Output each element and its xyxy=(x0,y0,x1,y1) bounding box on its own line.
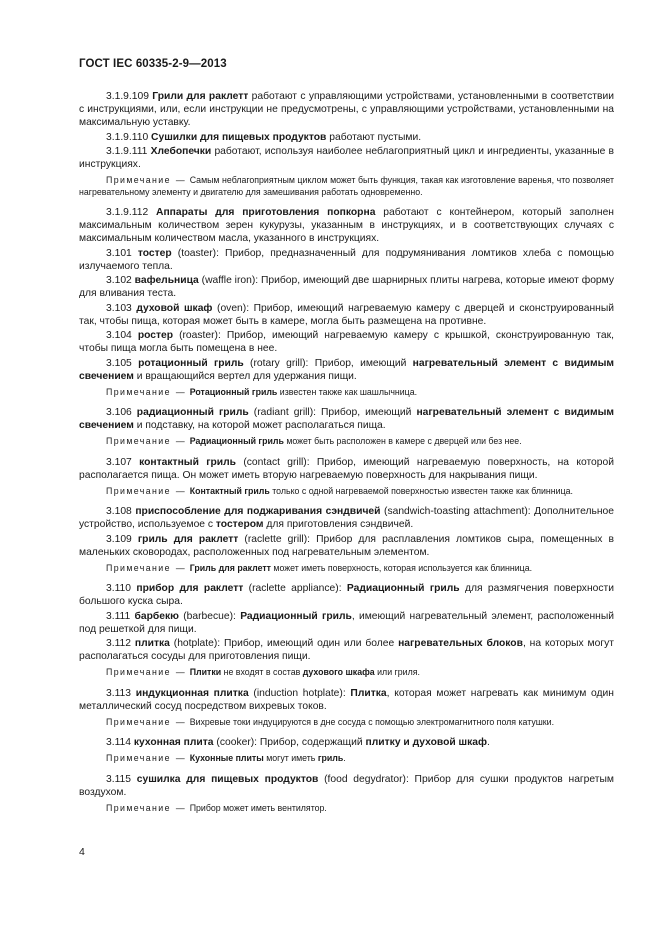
body-text: 3.105 xyxy=(106,357,139,369)
body-text: Самым неблагоприятным циклом может быть функция, такая как изготовление варенья, что позволяет нагревательному элементу и двигателю для замешивания работать одновременно. xyxy=(79,175,614,197)
term-text: радиационный гриль xyxy=(136,407,249,418)
clause-paragraph xyxy=(79,329,614,355)
body-text: 3.1.9.111 xyxy=(106,146,151,157)
term-text: Радиационный гриль xyxy=(240,610,352,622)
term-text: нагревательных блоков xyxy=(398,638,523,649)
body-text: работают пустыми. xyxy=(326,131,422,143)
term-text: Плитки xyxy=(189,667,222,677)
body-text: (induction hotplate): xyxy=(248,687,351,699)
body-text: 3.102 xyxy=(106,275,135,286)
body-text: не входят в состав xyxy=(221,667,303,677)
term-text: тостером xyxy=(215,519,264,530)
note-paragraph xyxy=(79,436,614,448)
term-text: Гриль для раклетт xyxy=(189,562,271,573)
term-text: духового шкафа xyxy=(302,667,375,677)
body-text: (barbecue): xyxy=(178,610,241,622)
body-text: 3.110 xyxy=(106,583,137,594)
term-text: ротационный гриль xyxy=(138,357,244,369)
clause-paragraph xyxy=(79,505,614,531)
note-label: Примечание xyxy=(106,386,171,397)
body-text: могут иметь xyxy=(263,753,318,763)
note-dash: — xyxy=(175,175,185,185)
body-text: может иметь поверхность, которая используется как блинница. xyxy=(270,562,533,573)
note-dash: — xyxy=(175,753,185,763)
clause-paragraph xyxy=(79,610,614,636)
body-text: (hotplate): Прибор, имеющий один или более xyxy=(169,638,399,649)
term-text: Радиационный гриль xyxy=(346,583,460,594)
clause-paragraph xyxy=(79,357,614,383)
note-dash: — xyxy=(175,802,185,813)
term-text: кухонная плита xyxy=(133,737,214,748)
body-text: 3.113 xyxy=(106,687,136,699)
note-paragraph xyxy=(79,387,614,399)
note-dash: — xyxy=(175,716,185,727)
note-paragraph xyxy=(79,175,614,198)
body-text: может быть расположен в камере с дверцей или без нее. xyxy=(283,436,522,446)
note-label: Примечание xyxy=(106,562,171,573)
term-text: Аппараты для приготовления попкорна xyxy=(156,207,376,218)
note-dash: — xyxy=(175,436,185,446)
note-dash: — xyxy=(175,485,185,496)
body-text: (radiant grill): Прибор, имеющий xyxy=(248,407,417,418)
term-text: ростер xyxy=(137,330,174,341)
body-text: (toaster): Прибор, предназначенный для подрумянивания ломтиков хлеба с помощью излучаемого тепла. xyxy=(79,247,614,272)
body-text: , на которых могут располагаться сосуды для приготовления пищи. xyxy=(79,638,614,662)
clause-paragraph xyxy=(79,533,614,559)
clause-paragraph xyxy=(79,274,614,300)
body-text: и вращающийся вертел для удержания пищи. xyxy=(133,370,357,382)
term-text: Сушилки для пищевых продуктов xyxy=(151,131,327,143)
body-text: 3.111 xyxy=(106,610,135,622)
body-text: (roaster): Прибор, имеющий нагреваемую камеру с крышкой, сконструированную так, чтобы пища могла быть помещена в нее. xyxy=(79,330,614,354)
body-text: 3.1.9.110 xyxy=(106,131,152,143)
note-paragraph xyxy=(79,717,614,729)
clause-paragraph xyxy=(79,582,614,608)
note-label: Примечание xyxy=(106,485,171,496)
body-text: , имеющий нагревательный элемент, расположенный под решеткой для пищи. xyxy=(79,610,614,635)
note-dash: — xyxy=(175,386,185,397)
note-paragraph xyxy=(79,753,614,765)
term-text: контактный гриль xyxy=(139,456,237,468)
term-text: нагревательный элемент с видимым свечением xyxy=(79,407,614,431)
body-text: (contact grill): Прибор, имеющий нагреваемую поверхность, на которой располагается пища. Он может иметь вторую нагреваемую поверхность для накрывания пищи. xyxy=(79,456,614,481)
body-text: (cooker): Прибор, содержащий xyxy=(213,737,366,748)
term-text: плитку и духовой шкаф xyxy=(365,737,488,748)
term-text: Плитка xyxy=(350,687,387,699)
clause-paragraph xyxy=(79,90,614,129)
note-label: Примечание xyxy=(106,753,171,763)
clause-paragraph xyxy=(79,687,614,713)
term-text: Грили для раклетт xyxy=(152,91,249,102)
body-text: Вихревые токи индуцируются в дне сосуда с помощью электромагнитного поля катушки. xyxy=(189,716,555,727)
body-text: 3.112 xyxy=(106,638,135,649)
term-text: тостер xyxy=(137,247,172,259)
term-text: нагревательный элемент с видимым свечением xyxy=(79,357,614,382)
body-text: (sandwich-toasting attachment): Дополнительное устройство, используемое с xyxy=(79,506,614,530)
clause-paragraph xyxy=(79,131,614,144)
note-paragraph xyxy=(79,803,614,815)
body-text: 3.106 xyxy=(106,407,137,418)
note-label: Примечание xyxy=(106,716,171,727)
term-text: индукционная плитка xyxy=(135,687,249,699)
term-text: Ротационный гриль xyxy=(189,386,278,397)
body-text: Прибор может иметь вентилятор. xyxy=(189,802,327,813)
term-text: плитка xyxy=(134,638,170,649)
body-text: (rotary grill): Прибор, имеющий xyxy=(243,357,413,369)
body-text: 3.1.9.112 xyxy=(106,207,157,218)
term-text: Хлебопечки xyxy=(150,146,212,157)
body-text: 3.107 xyxy=(106,456,140,468)
body-text: и подставку, на которой может располагаться пища. xyxy=(133,420,386,431)
body-text: (raclette appliance): xyxy=(243,583,347,594)
note-paragraph xyxy=(79,667,614,679)
note-paragraph xyxy=(79,486,614,498)
term-text: приспособление для поджаривания сэндвичей xyxy=(135,506,381,517)
clause-paragraph xyxy=(79,302,614,328)
clause-paragraph xyxy=(79,206,614,245)
term-text: Радиационный гриль xyxy=(189,436,284,446)
body-text: 3.104 xyxy=(106,330,138,341)
clause-paragraph xyxy=(79,736,614,749)
note-dash: — xyxy=(175,562,185,573)
note-label: Примечание xyxy=(106,436,171,446)
term-text: Контактный гриль xyxy=(189,485,270,496)
term-text: гриль для раклетт xyxy=(137,533,239,545)
body-text: , которая может нагревать как минимум один металлический сосуд посредством вихревых токов. xyxy=(79,687,614,712)
body-text: (raclette grill): Прибор для расплавления ломтиков сыра, помещенных в маленьких сковородах, расположенных под нагревательным элементом. xyxy=(79,533,614,558)
document-body xyxy=(79,90,614,822)
body-text: 3.101 xyxy=(106,247,138,259)
body-text: 3.108 xyxy=(106,506,136,517)
body-text: или гриля. xyxy=(374,667,420,677)
clause-paragraph xyxy=(79,406,614,432)
clause-paragraph xyxy=(79,773,614,799)
body-text: для размягчения поверхности большого куска сыра. xyxy=(79,583,614,607)
body-text: работают, используя наиболее неблагоприятный цикл и ингредиенты, указанные в инструкциях. xyxy=(79,146,614,170)
note-dash: — xyxy=(175,667,185,677)
body-text: (food degydrator): Прибор для сушки продуктов нагретым воздухом. xyxy=(79,773,614,798)
body-text: . xyxy=(343,753,346,763)
term-text: сушилка для пищевых продуктов xyxy=(136,773,319,785)
note-label: Примечание xyxy=(106,175,171,185)
body-text: (waffle iron): Прибор, имеющий две шарнирных плиты нагрева, которые имеют форму для вливания теста. xyxy=(79,275,614,299)
body-text: работают с управляющими устройствами, установленными в соответствии с инструкциями, или, если инструкции не предусмотрены, с управляющими устройствами, установленными на максимальную уставку. xyxy=(79,91,614,128)
clause-paragraph xyxy=(79,247,614,273)
page-number: 4 xyxy=(79,846,85,858)
term-text: гриль xyxy=(317,753,344,763)
body-text: 3.103 xyxy=(106,302,137,314)
note-label: Примечание xyxy=(106,667,171,677)
note-paragraph xyxy=(79,563,614,575)
body-text: для приготовления сэндвичей. xyxy=(263,519,414,530)
body-text: известен также как шашлычница. xyxy=(277,386,418,397)
body-text: 3.109 xyxy=(106,533,138,545)
clause-paragraph xyxy=(79,456,614,482)
term-text: вафельница xyxy=(134,275,199,286)
body-text: 3.114 xyxy=(106,737,134,748)
document-header: ГОСТ IEC 60335-2-9—2013 xyxy=(79,58,227,70)
body-text: работают с контейнером, который заполнен максимальным количеством зерен кукурузы, указанным в инструкциях, и в соответствующих случаях с максимальным количеством масла, указанного в инструкциях. xyxy=(79,207,614,244)
clause-paragraph xyxy=(79,637,614,663)
note-label: Примечание xyxy=(106,802,171,813)
clause-paragraph xyxy=(79,145,614,171)
body-text: (oven): Прибор, имеющий нагреваемую камеру с дверцей и сконструированный так, чтобы пища, которая может быть в камере, могла быть размещена на противне. xyxy=(79,302,614,327)
body-text: . xyxy=(487,737,490,748)
body-text: 3.1.9.109 xyxy=(106,91,153,102)
body-text: только с одной нагреваемой поверхностью известен также как блинница. xyxy=(269,485,573,496)
term-text: духовой шкаф xyxy=(136,302,213,314)
term-text: барбекю xyxy=(134,610,179,622)
term-text: Кухонные плиты xyxy=(189,753,264,763)
body-text: 3.115 xyxy=(106,773,137,785)
term-text: прибор для раклетт xyxy=(136,583,244,594)
